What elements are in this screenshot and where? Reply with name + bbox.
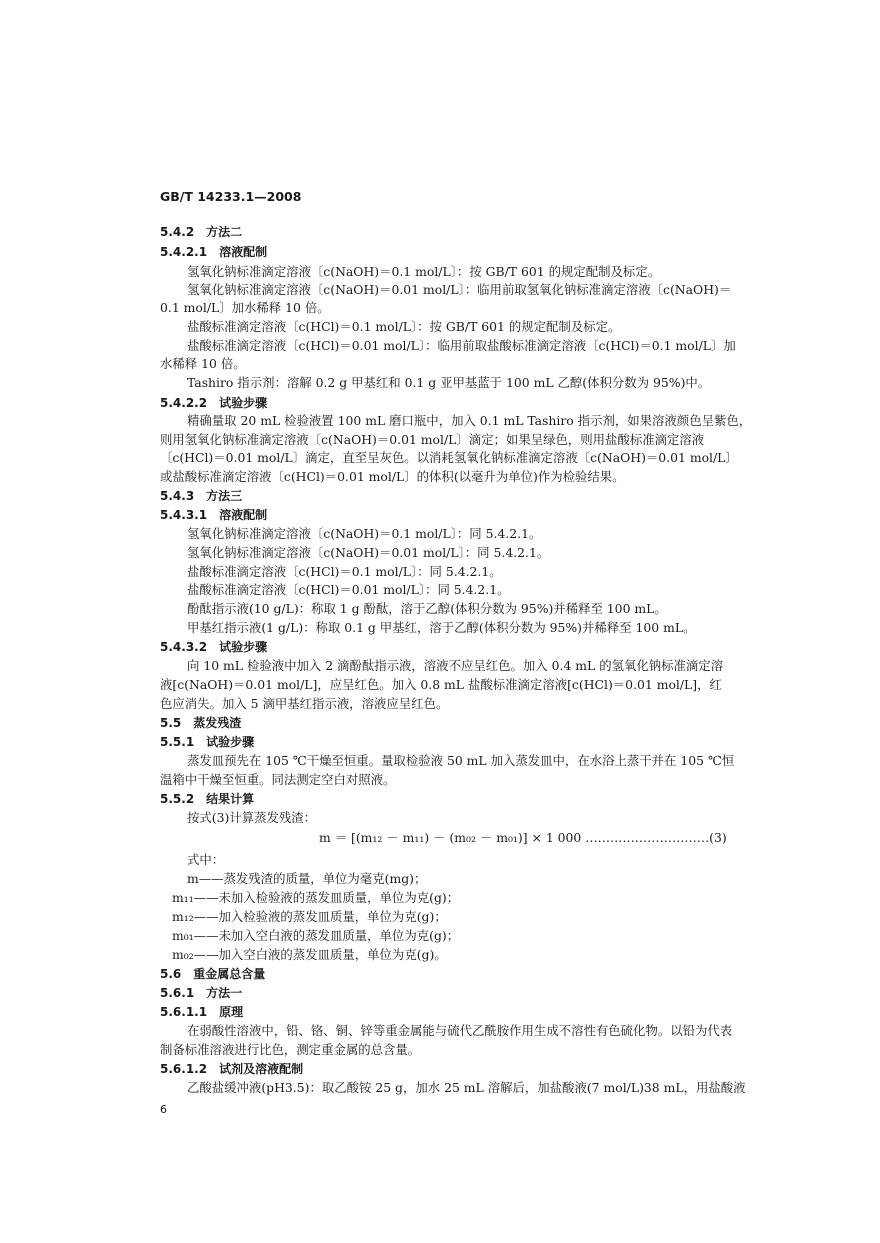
text-line: 制备标准溶液进行比色，测定重金属的总含量。 bbox=[160, 1042, 421, 1057]
text-line: 酚酞指示液(10 g/L)：称取 1 g 酚酞，溶于乙醇(体积分数为 95%)并稀释至 100 mL。 bbox=[187, 601, 667, 616]
text-line: 氢氧化钠标准滴定溶液〔c(NaOH)＝0.1 mol/L〕：同 5.4.2.1。 bbox=[187, 526, 542, 541]
text-line: 或盐酸标准滴定溶液〔c(HCl)＝0.01 mol/L〕的体积(以毫升为单位)作为检验结果。 bbox=[160, 469, 625, 484]
text-line: 式中： bbox=[187, 852, 225, 867]
variable-definition: m——蒸发残渣的质量，单位为毫克(mg)； bbox=[187, 871, 427, 886]
text-line: 在弱酸性溶液中，铅、铬、铜、锌等重金属能与硫代乙酰胺作用生成不溶性有色硫化物。以铅为代表 bbox=[187, 1023, 733, 1038]
variable-definition: m₁₂——加入检验液的蒸发皿质量，单位为克(g)； bbox=[172, 909, 447, 924]
text-line: 盐酸标准滴定溶液〔c(HCl)＝0.1 mol/L〕：同 5.4.2.1。 bbox=[187, 564, 502, 579]
text-line: 乙酸盐缓冲液(pH3.5)：取乙酸铵 25 g，加水 25 mL 溶解后，加盐酸液(7 mol/L)38 mL，用盐酸液 bbox=[187, 1080, 746, 1095]
text-line: 蒸发皿预先在 105 ℃干燥至恒重。量取检验液 50 mL 加入蒸发皿中，在水浴上蒸干并在 105 ℃恒 bbox=[187, 753, 735, 768]
text-line: 向 10 mL 检验液中加入 2 滴酚酞指示液，溶液不应呈红色。加入 0.4 mL 的氢氧化钠标准滴定溶 bbox=[187, 658, 724, 673]
section-heading-5-6-1: 5.6.1 方法一 bbox=[160, 986, 243, 1000]
text-line: 水稀释 10 倍。 bbox=[160, 356, 246, 371]
text-line: 〔c(HCl)＝0.01 mol/L〕滴定，直至呈灰色。以消耗氢氧化钠标准滴定溶液〔c(NaOH)＝0.01 mol/L〕 bbox=[160, 450, 738, 465]
section-heading-5-4-2: 5.4.2 方法二 bbox=[160, 225, 243, 239]
standard-number-header: GB/T 14233.1—2008 bbox=[160, 189, 302, 204]
variable-definition: m₀₂——加入空白液的蒸发皿质量，单位为克(g)。 bbox=[172, 947, 447, 962]
section-heading-5-4-2-2: 5.4.2.2 试验步骤 bbox=[160, 396, 268, 410]
text-line: 精确量取 20 mL 检验液置 100 mL 磨口瓶中，加入 0.1 mL Tashiro 指示剂，如果溶液颜色呈紫色， bbox=[187, 413, 752, 428]
text-line: 盐酸标准滴定溶液〔c(HCl)＝0.01 mol/L〕：临用前取盐酸标准滴定溶液〔c(HCl)＝0.1 mol/L〕加 bbox=[187, 338, 736, 353]
text-line: 氢氧化钠标准滴定溶液〔c(NaOH)＝0.01 mol/L〕：临用前取氢氧化钠标准滴定溶液〔c(NaOH)＝ bbox=[187, 282, 732, 297]
text-line: 甲基红指示液(1 g/L)：称取 0.1 g 甲基红，溶于乙醇(体积分数为 95%)并稀释至 100 mL。 bbox=[187, 620, 696, 635]
section-heading-5-4-3-1: 5.4.3.1 溶液配制 bbox=[160, 508, 268, 522]
section-heading-5-6-1-1: 5.6.1.1 原理 bbox=[160, 1005, 244, 1019]
section-heading-5-5: 5.5 蒸发残渣 bbox=[160, 716, 242, 730]
text-line: 液[c(NaOH)＝0.01 mol/L]，应呈红色。加入 0.8 mL 盐酸标准滴定溶液[c(HCl)＝0.01 mol/L]，红 bbox=[160, 677, 722, 692]
variable-definition: m₁₁——未加入检验液的蒸发皿质量，单位为克(g)； bbox=[172, 890, 460, 905]
text-line: 盐酸标准滴定溶液〔c(HCl)＝0.1 mol/L〕：按 GB/T 601 的规定配制及标定。 bbox=[187, 319, 621, 334]
text-line: 温箱中干燥至恒重。同法测定空白对照液。 bbox=[160, 772, 396, 787]
variable-definition: m₀₁——未加入空白液的蒸发皿质量，单位为克(g)； bbox=[172, 928, 460, 943]
text-line: 氢氧化钠标准滴定溶液〔c(NaOH)＝0.01 mol/L〕：同 5.4.2.1。 bbox=[187, 545, 550, 560]
text-line: 盐酸标准滴定溶液〔c(HCl)＝0.01 mol/L〕：同 5.4.2.1。 bbox=[187, 582, 510, 597]
text-line: 氢氧化钠标准滴定溶液〔c(NaOH)＝0.1 mol/L〕：按 GB/T 601 的规定配制及标定。 bbox=[187, 264, 661, 279]
text-line: 按式(3)计算蒸发残渣： bbox=[187, 810, 317, 825]
section-heading-5-4-2-1: 5.4.2.1 溶液配制 bbox=[160, 245, 268, 259]
section-heading-5-6-1-2: 5.6.1.2 试剂及溶液配制 bbox=[160, 1062, 304, 1076]
section-heading-5-5-2: 5.5.2 结果计算 bbox=[160, 792, 255, 806]
text-line: Tashiro 指示剂：溶解 0.2 g 甲基红和 0.1 g 亚甲基蓝于 100 mL 乙醇(体积分数为 95%)中。 bbox=[187, 375, 711, 390]
section-heading-5-5-1: 5.5.1 试验步骤 bbox=[160, 735, 255, 749]
text-line: 0.1 mol/L〕加水稀释 10 倍。 bbox=[160, 300, 330, 315]
formula-3: m ＝ [(m₁₂ － m₁₁) － (m₀₂ － m₀₁)] × 1 000 …………………………(3) bbox=[319, 830, 727, 845]
section-heading-5-6: 5.6 重金属总含量 bbox=[160, 967, 266, 981]
section-heading-5-4-3-2: 5.4.3.2 试验步骤 bbox=[160, 640, 268, 654]
text-line: 则用氢氧化钠标准滴定溶液〔c(NaOH)＝0.01 mol/L〕滴定；如果呈绿色，则用盐酸标准滴定溶液 bbox=[160, 432, 705, 447]
text-line: 色应消失。加入 5 滴甲基红指示液，溶液应呈红色。 bbox=[160, 696, 449, 711]
section-heading-5-4-3: 5.4.3 方法三 bbox=[160, 489, 243, 503]
page-number: 6 bbox=[160, 1103, 167, 1116]
